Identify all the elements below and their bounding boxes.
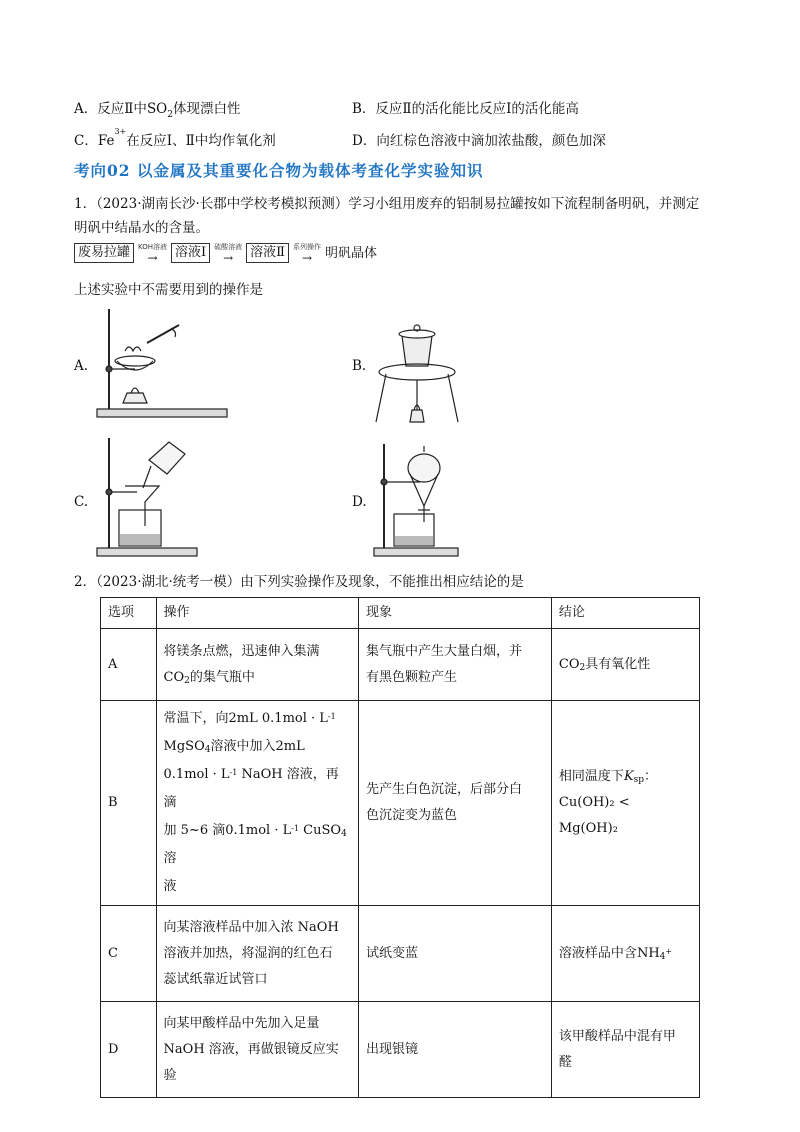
row-option: A (101, 629, 157, 701)
header-phenomenon: 现象 (359, 598, 552, 629)
row-phenomenon: 集气瓶中产生大量白烟，并 有黑色颗粒产生 (359, 629, 552, 701)
flow-arrow-1: KOH溶液 → (138, 243, 167, 265)
row-operation: 将镁条点燃，迅速伸入集满 $CO_2$的集气瓶中 (156, 629, 359, 701)
header-operation: 操作 (156, 598, 359, 629)
row-option: B (101, 701, 157, 906)
flow-arrow-2: 硫酸溶液 → (214, 243, 243, 265)
q1-option-d-label: D. (352, 494, 367, 510)
q1-option-c-label: C. (74, 494, 89, 510)
table-row (101, 629, 700, 701)
row-option: C (101, 906, 157, 1002)
header-conclusion: 结论 (551, 598, 699, 629)
flow-arrow-3: 系列操作 → (292, 243, 321, 265)
row-operation: 向某溶液样品中加入浓 NaOH 溶液并加热，将湿润的红色石 蕊试纸靠近试管口 (156, 906, 359, 1002)
q1-stem-line1: 1．（2023·湖南长沙·长郡中学校考模拟预测）学习小组用废弃的铝制易拉罐按如下流程制备明矾，并测定 (74, 196, 700, 212)
q1-question: 上述实验中不需要用到的操作是 (74, 282, 263, 298)
flow-box-cans: 废易拉罐 (74, 243, 134, 263)
section-title: 考向02 以金属及其重要化合物为载体考查化学实验知识 (74, 161, 484, 180)
row-conclusion: $CO_2$具有氧化性 (551, 629, 699, 701)
flow-product: 明矾晶体 (324, 246, 377, 261)
apparatus-crucible-icon (372, 322, 462, 427)
q2-stem: 2．（2023·湖北·统考一模）由下列实验操作及现象，不能推出相应结论的是 (74, 574, 524, 590)
row-conclusion: 溶液样品中含$NH_4^+$ (551, 906, 699, 1002)
row-option: D (101, 1002, 157, 1098)
row-operation: 常温下，向2mL $0.1mol \cdot L^{-1}$ MgSO$_4$溶液中加入2mL $0.1mol \cdot L^{-1}$ NaOH 溶液，再滴 加 5~6 滴$0.1mol \cdot L^{-1}$ CuSO$_4$溶 液 (156, 701, 359, 906)
row-phenomenon: 出现银镜 (359, 1002, 552, 1098)
q1-option-b-label: B. (352, 358, 367, 374)
row-conclusion: 相同温度下$K_{sp}$： Cu(OH)₂ < Mg(OH)₂ (551, 701, 699, 906)
flow-box-solution-2: 溶液Ⅱ (246, 243, 289, 263)
apparatus-separatory-funnel-icon (372, 440, 462, 560)
row-conclusion: 该甲酸样品中混有甲 醛 (551, 1002, 699, 1098)
row-phenomenon: 试纸变蓝 (359, 906, 552, 1002)
option-d-prev: D．向红棕色溶液中滴加浓盐酸，颜色加深 (352, 133, 606, 149)
q1-flowchart (74, 242, 377, 263)
table-row (101, 906, 700, 1002)
table-header-row (101, 598, 700, 629)
option-c-prev: C．$Fe^{3+}$在反应Ⅰ、Ⅱ中均作氧化剂 (74, 127, 276, 149)
apparatus-evaporation-icon (95, 303, 230, 423)
row-phenomenon: 先产生白色沉淀，后部分白 色沉淀变为蓝色 (359, 701, 552, 906)
flow-box-solution-1: 溶液Ⅰ (171, 243, 210, 263)
option-b-prev: B．反应Ⅱ的活化能比反应Ⅰ的活化能高 (352, 101, 579, 117)
q1-option-a-label: A. (74, 358, 89, 374)
option-a-prev: A．反应Ⅱ中$SO_2$体现漂白性 (74, 101, 241, 120)
row-operation: 向某甲酸样品中先加入足量 NaOH 溶液，再做银镜反应实 验 (156, 1002, 359, 1098)
apparatus-filtration-icon (95, 430, 205, 560)
experiment-table (100, 597, 700, 1098)
header-option: 选项 (101, 598, 157, 629)
q1-stem-line2: 明矾中结晶水的含量。 (74, 220, 209, 236)
table-row (101, 701, 700, 906)
table-row (101, 1002, 700, 1098)
